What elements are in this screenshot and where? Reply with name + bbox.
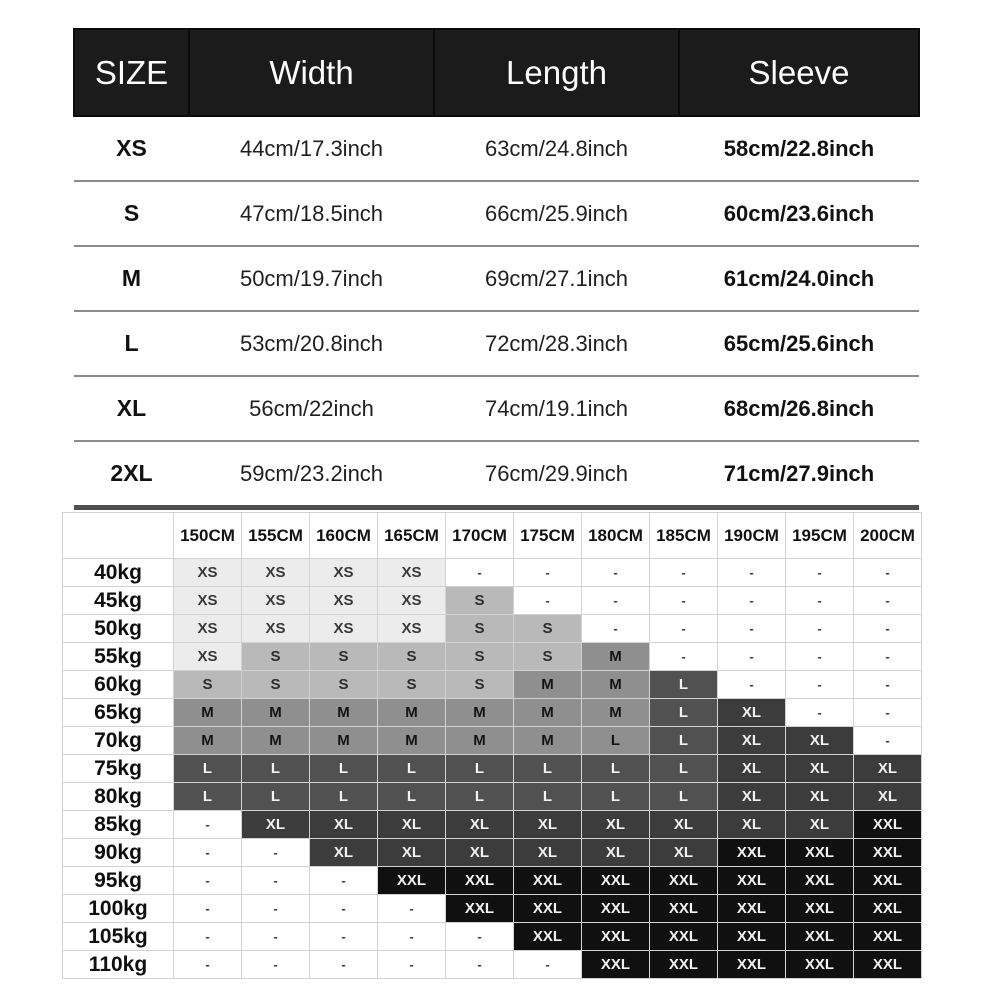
matrix-row-70kg xyxy=(63,727,922,755)
matrix-cell: - xyxy=(786,559,854,587)
matrix-cell: - xyxy=(310,951,378,979)
matrix-row-50kg xyxy=(63,615,922,643)
matrix-cell: XXL xyxy=(786,839,854,867)
spec-row-xs xyxy=(74,116,919,181)
size-spec-header xyxy=(74,29,919,116)
spec-cell-width: 50cm/19.7inch xyxy=(189,246,434,311)
matrix-row-80kg xyxy=(63,783,922,811)
matrix-cell: S xyxy=(242,643,310,671)
matrix-col-header-190cm: 190CM xyxy=(718,513,786,559)
matrix-cell: XL xyxy=(854,755,922,783)
matrix-cell: S xyxy=(310,671,378,699)
matrix-cell: XXL xyxy=(718,839,786,867)
matrix-row-110kg xyxy=(63,951,922,979)
matrix-cell: XS xyxy=(174,615,242,643)
spec-cell-length: 66cm/25.9inch xyxy=(434,181,679,246)
matrix-cell: L xyxy=(174,783,242,811)
matrix-cell: L xyxy=(378,783,446,811)
matrix-cell: XL xyxy=(514,811,582,839)
matrix-row-100kg xyxy=(63,895,922,923)
matrix-cell: L xyxy=(650,727,718,755)
matrix-row-label-95kg: 95kg xyxy=(63,867,174,895)
matrix-row-65kg xyxy=(63,699,922,727)
matrix-cell: - xyxy=(786,671,854,699)
matrix-cell: M xyxy=(310,727,378,755)
matrix-cell: M xyxy=(378,727,446,755)
spec-cell-sleeve: 71cm/27.9inch xyxy=(679,441,919,508)
matrix-cell: L xyxy=(378,755,446,783)
matrix-cell: L xyxy=(582,727,650,755)
matrix-cell: XXL xyxy=(650,923,718,951)
matrix-cell: XS xyxy=(378,587,446,615)
matrix-cell: S xyxy=(514,643,582,671)
spec-cell-width: 53cm/20.8inch xyxy=(189,311,434,376)
matrix-cell: S xyxy=(514,615,582,643)
matrix-cell: L xyxy=(650,755,718,783)
matrix-cell: XL xyxy=(582,811,650,839)
matrix-header xyxy=(63,513,922,559)
matrix-cell: XXL xyxy=(854,811,922,839)
matrix-cell: XXL xyxy=(446,867,514,895)
matrix-cell: XL xyxy=(718,783,786,811)
matrix-cell: XXL xyxy=(650,895,718,923)
spec-row-xl xyxy=(74,376,919,441)
matrix-cell: XS xyxy=(310,587,378,615)
matrix-cell: XL xyxy=(786,811,854,839)
spec-row-l xyxy=(74,311,919,376)
matrix-cell: L xyxy=(446,755,514,783)
spec-col-header-width: Width xyxy=(189,29,434,116)
matrix-cell: XL xyxy=(242,811,310,839)
matrix-row-label-85kg: 85kg xyxy=(63,811,174,839)
matrix-cell: - xyxy=(854,671,922,699)
matrix-cell: XL xyxy=(718,699,786,727)
matrix-cell: XL xyxy=(378,839,446,867)
spec-col-header-sleeve: Sleeve xyxy=(679,29,919,116)
matrix-cell: S xyxy=(378,643,446,671)
matrix-cell: XXL xyxy=(854,867,922,895)
spec-cell-sleeve: 61cm/24.0inch xyxy=(679,246,919,311)
matrix-cell: XL xyxy=(378,811,446,839)
matrix-cell: - xyxy=(514,951,582,979)
spec-cell-width: 59cm/23.2inch xyxy=(189,441,434,508)
matrix-cell: - xyxy=(378,951,446,979)
matrix-cell: - xyxy=(718,643,786,671)
spec-cell-sleeve: 65cm/25.6inch xyxy=(679,311,919,376)
matrix-cell: - xyxy=(310,895,378,923)
matrix-row-label-65kg: 65kg xyxy=(63,699,174,727)
matrix-row-55kg xyxy=(63,643,922,671)
matrix-cell: M xyxy=(378,699,446,727)
matrix-row-label-60kg: 60kg xyxy=(63,671,174,699)
matrix-row-95kg xyxy=(63,867,922,895)
matrix-cell: M xyxy=(582,643,650,671)
matrix-cell: - xyxy=(242,951,310,979)
matrix-cell: - xyxy=(174,867,242,895)
matrix-cell: L xyxy=(582,783,650,811)
matrix-cell: - xyxy=(378,923,446,951)
matrix-cell: - xyxy=(650,559,718,587)
spec-cell-size: L xyxy=(74,311,189,376)
matrix-cell: - xyxy=(242,839,310,867)
spec-cell-sleeve: 60cm/23.6inch xyxy=(679,181,919,246)
matrix-cell: XXL xyxy=(514,895,582,923)
matrix-row-85kg xyxy=(63,811,922,839)
spec-cell-length: 72cm/28.3inch xyxy=(434,311,679,376)
matrix-cell: - xyxy=(242,867,310,895)
matrix-cell: - xyxy=(786,643,854,671)
matrix-row-label-50kg: 50kg xyxy=(63,615,174,643)
spec-cell-size: XS xyxy=(74,116,189,181)
matrix-cell: XXL xyxy=(582,867,650,895)
matrix-col-header-175cm: 175CM xyxy=(514,513,582,559)
spec-cell-length: 74cm/19.1inch xyxy=(434,376,679,441)
matrix-cell: XXL xyxy=(650,867,718,895)
matrix-row-label-75kg: 75kg xyxy=(63,755,174,783)
matrix-cell: XL xyxy=(446,811,514,839)
matrix-cell: XXL xyxy=(718,867,786,895)
matrix-cell: - xyxy=(446,923,514,951)
matrix-row-label-45kg: 45kg xyxy=(63,587,174,615)
matrix-cell: S xyxy=(310,643,378,671)
matrix-cell: XXL xyxy=(854,839,922,867)
matrix-cell: - xyxy=(854,587,922,615)
matrix-row-label-110kg: 110kg xyxy=(63,951,174,979)
matrix-cell: S xyxy=(446,643,514,671)
matrix-cell: XS xyxy=(310,615,378,643)
matrix-col-header-165cm: 165CM xyxy=(378,513,446,559)
matrix-cell: XXL xyxy=(786,951,854,979)
matrix-cell: - xyxy=(786,587,854,615)
matrix-cell: - xyxy=(174,839,242,867)
matrix-cell: - xyxy=(854,559,922,587)
matrix-row-label-100kg: 100kg xyxy=(63,895,174,923)
matrix-cell: XL xyxy=(650,839,718,867)
size-spec-header-row xyxy=(74,29,919,116)
matrix-cell: S xyxy=(446,671,514,699)
matrix-cell: XL xyxy=(718,727,786,755)
matrix-row-label-70kg: 70kg xyxy=(63,727,174,755)
matrix-cell: - xyxy=(446,559,514,587)
matrix-cell: M xyxy=(514,699,582,727)
matrix-cell: XL xyxy=(786,755,854,783)
matrix-cell: L xyxy=(174,755,242,783)
spec-row-s xyxy=(74,181,919,246)
matrix-cell: M xyxy=(174,699,242,727)
matrix-cell: M xyxy=(582,671,650,699)
spec-cell-size: XL xyxy=(74,376,189,441)
matrix-cell: M xyxy=(582,699,650,727)
matrix-cell: XL xyxy=(786,783,854,811)
matrix-cell: - xyxy=(174,895,242,923)
matrix-cell: XL xyxy=(854,783,922,811)
matrix-cell: - xyxy=(854,699,922,727)
matrix-cell: L xyxy=(310,755,378,783)
spec-cell-length: 69cm/27.1inch xyxy=(434,246,679,311)
matrix-row-90kg xyxy=(63,839,922,867)
matrix-cell: - xyxy=(174,951,242,979)
matrix-cell: M xyxy=(514,671,582,699)
matrix-cell: - xyxy=(582,559,650,587)
matrix-cell: XL xyxy=(718,755,786,783)
matrix-cell: XXL xyxy=(854,951,922,979)
matrix-cell: XXL xyxy=(718,923,786,951)
matrix-col-header-180cm: 180CM xyxy=(582,513,650,559)
matrix-cell: XL xyxy=(310,811,378,839)
matrix-cell: - xyxy=(174,811,242,839)
spec-cell-sleeve: 58cm/22.8inch xyxy=(679,116,919,181)
matrix-cell: L xyxy=(310,783,378,811)
matrix-cell: XL xyxy=(718,811,786,839)
matrix-cell: L xyxy=(242,783,310,811)
matrix-cell: M xyxy=(446,699,514,727)
matrix-cell: L xyxy=(582,755,650,783)
matrix-row-label-55kg: 55kg xyxy=(63,643,174,671)
matrix-cell: XXL xyxy=(446,895,514,923)
matrix-col-header-170cm: 170CM xyxy=(446,513,514,559)
spec-cell-width: 56cm/22inch xyxy=(189,376,434,441)
spec-cell-size: 2XL xyxy=(74,441,189,508)
matrix-cell: XL xyxy=(514,839,582,867)
matrix-row-label-40kg: 40kg xyxy=(63,559,174,587)
matrix-row-75kg xyxy=(63,755,922,783)
matrix-cell: - xyxy=(174,923,242,951)
matrix-cell: - xyxy=(514,587,582,615)
matrix-cell: XL xyxy=(650,811,718,839)
spec-cell-size: M xyxy=(74,246,189,311)
matrix-row-label-90kg: 90kg xyxy=(63,839,174,867)
matrix-row-105kg xyxy=(63,923,922,951)
matrix-cell: - xyxy=(310,867,378,895)
matrix-cell: - xyxy=(582,615,650,643)
matrix-corner-cell xyxy=(63,513,174,559)
spec-col-header-length: Length xyxy=(434,29,679,116)
matrix-cell: XS xyxy=(378,615,446,643)
matrix-cell: L xyxy=(514,755,582,783)
size-spec-table xyxy=(73,28,920,510)
matrix-cell: - xyxy=(514,559,582,587)
matrix-cell: - xyxy=(446,951,514,979)
matrix-col-header-155cm: 155CM xyxy=(242,513,310,559)
spec-cell-sleeve: 68cm/26.8inch xyxy=(679,376,919,441)
matrix-cell: S xyxy=(446,615,514,643)
matrix-col-header-195cm: 195CM xyxy=(786,513,854,559)
spec-cell-length: 63cm/24.8inch xyxy=(434,116,679,181)
spec-cell-length: 76cm/29.9inch xyxy=(434,441,679,508)
matrix-cell: - xyxy=(786,615,854,643)
matrix-row-label-105kg: 105kg xyxy=(63,923,174,951)
matrix-cell: - xyxy=(718,671,786,699)
matrix-cell: XL xyxy=(582,839,650,867)
matrix-cell: XS xyxy=(174,643,242,671)
matrix-cell: L xyxy=(446,783,514,811)
spec-cell-width: 44cm/17.3inch xyxy=(189,116,434,181)
matrix-cell: M xyxy=(242,727,310,755)
matrix-cell: M xyxy=(514,727,582,755)
matrix-cell: - xyxy=(242,895,310,923)
matrix-row-label-80kg: 80kg xyxy=(63,783,174,811)
matrix-cell: XXL xyxy=(786,867,854,895)
matrix-cell: XXL xyxy=(718,895,786,923)
matrix-col-header-185cm: 185CM xyxy=(650,513,718,559)
matrix-cell: XS xyxy=(378,559,446,587)
matrix-cell: L xyxy=(650,671,718,699)
matrix-cell: XS xyxy=(242,615,310,643)
matrix-row-45kg xyxy=(63,587,922,615)
matrix-cell: XXL xyxy=(854,895,922,923)
matrix-cell: - xyxy=(854,727,922,755)
matrix-header-row xyxy=(63,513,922,559)
spec-row-m xyxy=(74,246,919,311)
spec-col-header-size: SIZE xyxy=(74,29,189,116)
spec-row-2xl xyxy=(74,441,919,508)
matrix-cell: M xyxy=(174,727,242,755)
matrix-cell: - xyxy=(582,587,650,615)
matrix-cell: XXL xyxy=(786,895,854,923)
size-spec-body xyxy=(74,116,919,508)
matrix-cell: - xyxy=(650,615,718,643)
matrix-cell: S xyxy=(242,671,310,699)
spec-cell-size: S xyxy=(74,181,189,246)
matrix-cell: XXL xyxy=(378,867,446,895)
matrix-cell: XXL xyxy=(514,867,582,895)
matrix-cell: XS xyxy=(174,559,242,587)
matrix-row-60kg xyxy=(63,671,922,699)
matrix-cell: - xyxy=(854,615,922,643)
matrix-cell: L xyxy=(514,783,582,811)
matrix-cell: - xyxy=(650,643,718,671)
matrix-cell: M xyxy=(446,727,514,755)
matrix-cell: XXL xyxy=(854,923,922,951)
matrix-col-header-150cm: 150CM xyxy=(174,513,242,559)
height-weight-matrix xyxy=(62,512,922,979)
matrix-cell: XL xyxy=(446,839,514,867)
matrix-cell: XL xyxy=(310,839,378,867)
spec-cell-width: 47cm/18.5inch xyxy=(189,181,434,246)
matrix-cell: XS xyxy=(242,559,310,587)
matrix-cell: XXL xyxy=(786,923,854,951)
matrix-cell: - xyxy=(786,699,854,727)
matrix-cell: - xyxy=(650,587,718,615)
matrix-cell: S xyxy=(174,671,242,699)
matrix-cell: - xyxy=(718,559,786,587)
matrix-cell: XXL xyxy=(718,951,786,979)
matrix-cell: XL xyxy=(786,727,854,755)
matrix-cell: XXL xyxy=(650,951,718,979)
matrix-cell: - xyxy=(718,615,786,643)
matrix-cell: M xyxy=(242,699,310,727)
matrix-cell: L xyxy=(650,699,718,727)
matrix-cell: L xyxy=(242,755,310,783)
matrix-cell: L xyxy=(650,783,718,811)
matrix-col-header-200cm: 200CM xyxy=(854,513,922,559)
matrix-cell: M xyxy=(310,699,378,727)
matrix-cell: - xyxy=(242,923,310,951)
matrix-cell: XXL xyxy=(582,895,650,923)
matrix-cell: XS xyxy=(310,559,378,587)
matrix-cell: - xyxy=(718,587,786,615)
matrix-cell: - xyxy=(378,895,446,923)
matrix-cell: XS xyxy=(174,587,242,615)
matrix-cell: S xyxy=(446,587,514,615)
matrix-cell: XXL xyxy=(514,923,582,951)
matrix-cell: - xyxy=(854,643,922,671)
matrix-cell: XS xyxy=(242,587,310,615)
matrix-col-header-160cm: 160CM xyxy=(310,513,378,559)
matrix-cell: - xyxy=(310,923,378,951)
matrix-body xyxy=(63,559,922,979)
matrix-row-40kg xyxy=(63,559,922,587)
matrix-cell: XXL xyxy=(582,951,650,979)
matrix-cell: XXL xyxy=(582,923,650,951)
matrix-cell: S xyxy=(378,671,446,699)
